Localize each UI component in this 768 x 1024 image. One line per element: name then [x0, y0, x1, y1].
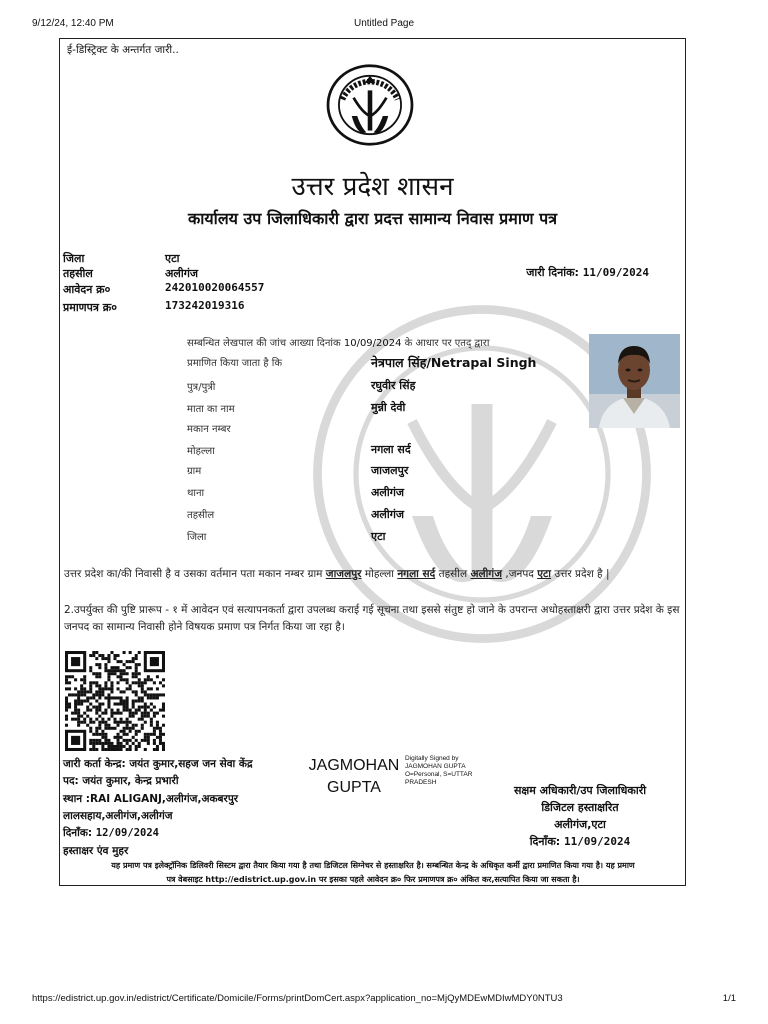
signature-note-line2: JAGMOHAN GUPTA — [405, 763, 466, 770]
certified-that-label: प्रमाणित किया जाता है कि — [187, 358, 283, 369]
signature-note-line3: O=Personal, S=UTTAR — [405, 771, 473, 778]
digital-signature-name — [300, 755, 408, 799]
qr-code — [65, 651, 165, 751]
father-label: पुत्र/पुत्री — [187, 382, 216, 393]
issuer-date-value: 12/09/2024 — [95, 827, 159, 839]
certificate-title: कार्यालय उप जिलाधिकारी द्वारा प्रदत्त सामान्य निवास प्रमाण पत्र — [187, 209, 558, 228]
confirmation-paragraph: 2.उपर्युक्त की पुष्टि प्रारूप - १ में आवेदन एवं सत्यापनकर्ता द्वारा उपलब्ध कराई गई सूचना तथा इससे संतुष्ट हो जाने के उपरान्त अधोहस्ताक्षरी द्वारा उत्तर प्रदेश के इस जनपद का सामान्य निवासी होने विषयक प्रमाण पत्र निर्गत किया जा रहा है। — [64, 604, 680, 633]
para1-tehsil: अलीगंज — [470, 568, 503, 580]
certificate-frame — [59, 38, 686, 886]
detail-district-value: एटा — [371, 530, 386, 543]
para1-text5: उत्तर प्रदेश है | — [554, 568, 610, 580]
village-label: ग्राम — [187, 466, 202, 477]
signature-name-line2: GUPTA — [327, 779, 381, 796]
issued-under-note: ई-डिस्ट्रिक्ट के अन्तर्गत जारी.. — [67, 44, 179, 56]
signature-note-line1: Digitally Signed by — [405, 755, 459, 762]
mother-value: मुन्नी देवी — [371, 401, 406, 414]
mother-label: माता का नाम — [187, 404, 235, 415]
district-label: जिला — [63, 252, 85, 265]
state-government-title: उत्तर प्रदेश शासन — [291, 172, 454, 202]
browser-page-title: Untitled Page — [353, 18, 415, 29]
authority-title: सक्षम अधिकारी/उप जिलाधिकारी — [513, 784, 647, 797]
para1-text4: ,जनपद — [505, 568, 534, 580]
verification-footnote — [64, 859, 682, 886]
footnote-line1: यह प्रमाण पत्र इलेक्ट्रॉनिक डिलिवरी सिस्टम द्वारा तैयार किया गया है तथा डिजिटल सिग्नेचर से हस्ताक्षरित है। सम्बन्धित केन्द्र के अधिकृत कर्मी द्वारा प्रमाणित किया गया है। यह प्रमाण — [111, 861, 635, 870]
digital-signature-note — [405, 755, 495, 787]
application-no-value: 242010020064557 — [165, 281, 265, 294]
detail-tehsil-value: अलीगंज — [371, 508, 405, 521]
police-station-label: थाना — [187, 488, 205, 499]
village-value: जाजलपुर — [371, 464, 409, 477]
application-no-label: आवेदन क्र० — [63, 283, 111, 296]
father-value: रघुवीर सिंह — [371, 379, 416, 392]
issuer-date-label: दिनाँक: — [63, 827, 93, 839]
authority-date-label: दिनाँक: — [529, 835, 561, 848]
house-no-label: मकान नम्बर — [187, 424, 231, 435]
para1-text3: तहसील — [438, 568, 468, 580]
footnote-line2: पत्र वेबसाइट http://edistrict.up.gov.in पर इसका पहले आवेदन क्र० फिर प्रमाणपत्र क्र० अंकित कर,सत्यापित किया जा सकता है। — [166, 875, 580, 884]
applicant-photo — [589, 334, 680, 428]
issuer-date — [63, 826, 159, 840]
authority-place: अलीगंज,एटा — [554, 818, 606, 831]
authority-date — [490, 834, 670, 849]
issuing-centre: जारी कर्ता केन्द्र: जयंत कुमार,सहज जन सेवा केंद्र — [63, 758, 253, 770]
certificate-no-value: 173242019316 — [165, 299, 245, 312]
para1-district: एटा — [537, 568, 552, 580]
applicant-name: नेत्रपाल सिंह/Netrapal Singh — [371, 355, 537, 370]
locality-label: मोहल्ला — [187, 446, 215, 457]
up-emblem-icon — [324, 63, 416, 147]
tehsil-label: तहसील — [63, 267, 93, 280]
issue-date-value: 11/09/2024 — [582, 266, 649, 279]
para1-text1: उत्तर प्रदेश का/की निवासी है व उसका वर्तमान पता मकान नम्बर ग्राम — [64, 568, 323, 580]
issuer-place-line2: लालसहाय,अलीगंज,अलीगंज — [63, 810, 173, 822]
sign-seal-label: हस्ताक्षर एंव मुहर — [63, 845, 129, 857]
browser-page-number: 1/1 — [722, 993, 736, 1004]
para1-village: जाजलपुर — [325, 568, 362, 580]
detail-tehsil-label: तहसील — [187, 510, 215, 521]
para1-locality: नगला सर्द — [397, 568, 436, 580]
issuer-post: पद: जयंत कुमार, केन्द्र प्रभारी — [63, 775, 179, 787]
police-station-value: अलीगंज — [371, 486, 405, 499]
residence-paragraph — [64, 566, 682, 583]
certificate-no-label: प्रमाणपत्र क्र० — [63, 301, 117, 314]
person-photo-icon — [589, 334, 680, 428]
authority-digital-signed: डिजिटल हस्ताक्षरित — [541, 801, 619, 814]
authority-date-value: 11/09/2024 — [564, 835, 631, 848]
para1-text2: मोहल्ला — [364, 568, 394, 580]
locality-value: नगला सर्द — [371, 443, 411, 456]
intro-date: 10/09/2024 — [343, 338, 402, 349]
signature-name-line1: JAGMOHAN — [308, 757, 400, 774]
intro-prefix: सम्बन्धित लेखपाल की जांच आख्या दिनांक — [187, 338, 341, 349]
detail-district-label: जिला — [187, 532, 207, 543]
issue-date — [526, 265, 649, 280]
browser-datetime: 9/12/24, 12:40 PM — [32, 18, 114, 29]
verification-intro — [187, 335, 489, 349]
issuer-place-line1: स्थान :RAI ALIGANJ,अलीगंज,अकबरपुर — [63, 793, 239, 805]
issue-date-label: जारी दिनांक: — [526, 266, 579, 279]
browser-url: https://edistrict.up.gov.in/edistrict/Certificate/Domicile/Forms/printDomCert.aspx?application_no=MjQyMDEwMDIwMDY0NTU3 — [32, 993, 563, 1004]
tehsil-value: अलीगंज — [165, 267, 199, 280]
signature-note-line4: PRADESH — [405, 779, 437, 786]
intro-suffix: के आधार पर एतद् द्वारा — [404, 338, 490, 349]
district-value: एटा — [165, 252, 180, 265]
